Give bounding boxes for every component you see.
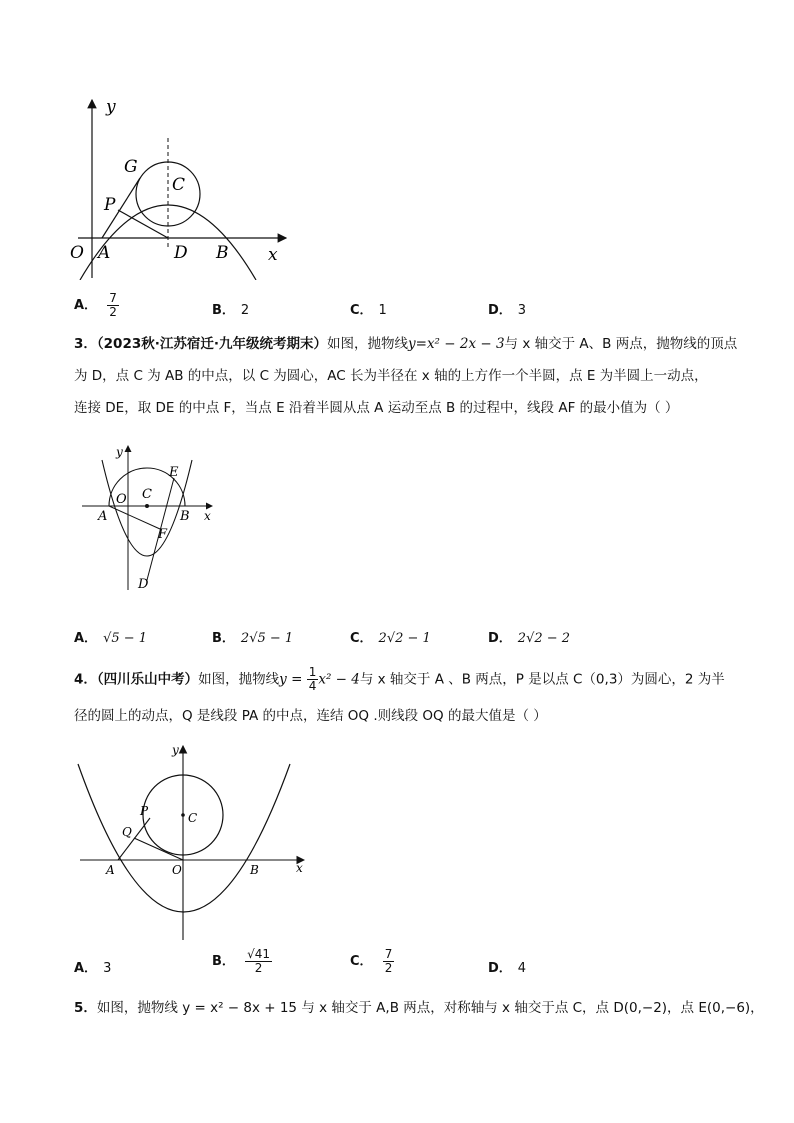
point-c — [145, 504, 149, 508]
label-y: y — [106, 97, 116, 117]
parabola — [78, 764, 290, 912]
q2-option-a[interactable] — [74, 292, 119, 319]
fraction: $\frac{√41}{2}$ — [247, 947, 270, 975]
q2-option-d[interactable]: D． 3 — [488, 303, 527, 318]
label-g: G — [124, 157, 138, 177]
label-a: A — [98, 243, 111, 263]
label-x: x — [268, 245, 278, 265]
label-d: D — [174, 243, 188, 263]
label-b: B — [216, 243, 229, 263]
fraction: $\frac{7}{2}$ — [109, 291, 117, 319]
label-c: C — [188, 811, 198, 825]
q4-option-d[interactable]: D． 4 — [488, 961, 527, 976]
segment-oq — [134, 838, 183, 860]
q3-option-a[interactable]: A． √5 − 1 — [74, 631, 148, 646]
q5-line-1: 5．如图，抛物线 y = x² − 8x + 15 与 x 轴交于 A,B 两点，对称轴与 x 轴交于点 C，点 D(0,−2)，点 E(0,−6)， — [74, 1000, 764, 1016]
label-p: P — [140, 804, 149, 818]
point-c — [181, 813, 185, 817]
q4-option-c[interactable]: C． $\frac{7}{2}$ — [350, 947, 393, 975]
label-o: O — [116, 492, 127, 507]
figure-q2 — [60, 90, 300, 280]
fraction: $\frac{7}{2}$ — [384, 947, 393, 975]
q3-line-1: 3．（2023秋·江苏宿迁·九年级统考期末）如图，抛物线y=x² − 2x − 3与 x 轴交于 A、B 两点，抛物线的顶点 — [74, 336, 738, 352]
label-o: O — [172, 863, 182, 877]
q3-option-d[interactable]: D． 2√2 − 2 — [488, 631, 571, 646]
label-a: A — [98, 509, 108, 524]
q4-option-a[interactable]: A． 3 — [74, 961, 112, 976]
q2-option-c[interactable]: C． 1 — [350, 303, 387, 318]
q2-option-b[interactable]: B． 2 — [212, 303, 250, 318]
q4-line-1: 4．（四川乐山中考）如图，抛物线y = $\frac{1}{4}$ x² − 4与 x 轴交于 A 、B 两点，P 是以点 C（0,3）为圆心，2 为半 — [74, 665, 725, 693]
label-a: A — [106, 863, 115, 877]
label-c: C — [172, 175, 186, 195]
label-b: B — [180, 509, 190, 524]
segment-af — [109, 506, 160, 529]
q3-option-b[interactable]: B． 2√5 − 1 — [212, 631, 294, 646]
label-o: O — [70, 243, 84, 263]
label-e: E — [169, 465, 179, 480]
label-c: C — [142, 487, 152, 502]
q4-line-2: 径的圆上的动点，Q 是线段 PA 的中点，连结 OQ .则线段 OQ 的最大值是（ ） — [74, 708, 547, 724]
label-b: B — [250, 863, 259, 877]
label-p: P — [104, 195, 116, 215]
label-d: D — [138, 577, 149, 590]
q4-option-b[interactable]: B． $\frac{√41}{2}$ — [212, 947, 270, 975]
figure-q4 — [70, 740, 320, 945]
label-q: Q — [122, 825, 132, 839]
fraction: $\frac{1}{4}$ — [308, 665, 317, 693]
label-f: F — [158, 527, 168, 542]
figure-q3 — [78, 440, 228, 590]
label-x: x — [204, 509, 211, 523]
q3-line-3: 连接 DE，取 DE 的中点 F，当点 E 沿着半圆从点 A 运动至点 B 的过程中，线段 AF 的最小值为（ ） — [74, 400, 679, 416]
q3-line-2: 为 D，点 C 为 AB 的中点，以 C 为圆心，AC 长为半径在 x 轴的上方作一个半圆，点 E 为半圆上一动点， — [74, 368, 708, 384]
label-x: x — [296, 861, 303, 875]
q3-option-c[interactable]: C． 2√2 − 1 — [350, 631, 431, 646]
q2-option-a-label: A． — [74, 298, 98, 313]
label-y: y — [172, 743, 179, 757]
label-y: y — [116, 445, 123, 459]
